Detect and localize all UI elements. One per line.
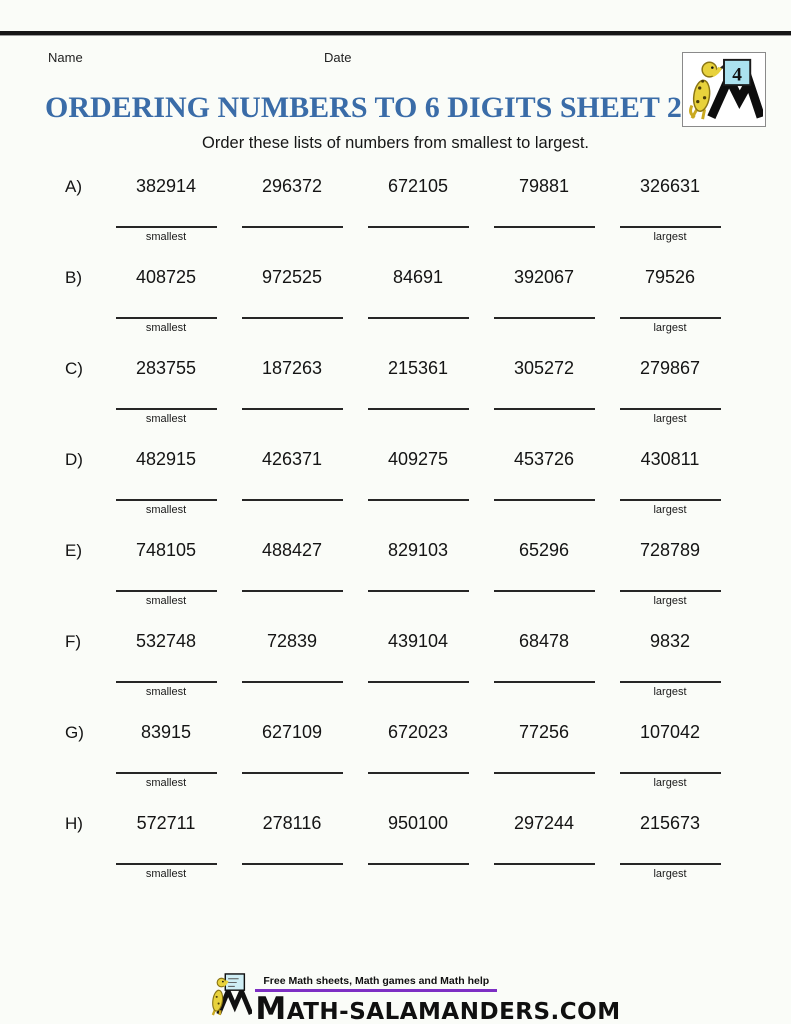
answer-blank-line: [620, 681, 721, 683]
largest-label: largest: [653, 686, 687, 698]
page-title: ORDERING NUMBERS TO 6 DIGITS SHEET 2: [45, 91, 682, 124]
answer-blank-line: [116, 226, 217, 228]
blank-caption: [481, 777, 607, 790]
blank-spacer: [45, 681, 103, 699]
header-row: [0, 50, 791, 66]
answer-slot: [103, 317, 229, 335]
answer-slot: [355, 590, 481, 608]
problem-letter: E): [65, 541, 82, 560]
answer-blank-line: [116, 681, 217, 683]
date-label: Date: [324, 50, 352, 65]
number-value: 532748: [135, 631, 197, 651]
answer-blank-line: [368, 863, 469, 865]
number-list: [45, 174, 791, 199]
blank-caption: [355, 777, 481, 790]
answer-blank-line: [620, 317, 721, 319]
answer-slot: [481, 499, 607, 517]
answer-blank-line: [368, 590, 469, 592]
number-value: 84691: [392, 267, 444, 287]
blank-caption: [355, 504, 481, 517]
number-value: 972525: [261, 267, 323, 287]
answer-slot: [607, 590, 733, 608]
answer-slot: [481, 863, 607, 881]
problem-row: [0, 811, 791, 881]
answer-slot: [607, 499, 733, 517]
number-value: 297244: [513, 813, 575, 833]
largest-label: largest: [653, 595, 687, 607]
number-value: 408725: [135, 267, 197, 287]
number-list: [45, 720, 791, 745]
instructions: Order these lists of numbers from smallest to largest.: [202, 134, 589, 152]
footer-tagline: Free Math sheets, Math games and Math help: [255, 971, 497, 992]
blank-caption: [229, 868, 355, 881]
number-value: 326631: [639, 176, 701, 196]
number-value: 453726: [513, 449, 575, 469]
number-value: 279867: [639, 358, 701, 378]
blank-spacer: [45, 863, 103, 881]
number-value: 382914: [135, 176, 197, 196]
problem-row: [0, 265, 791, 335]
blank-caption: [355, 413, 481, 426]
answer-slot: [229, 590, 355, 608]
answer-slot: [355, 681, 481, 699]
answer-slot: [355, 226, 481, 244]
answer-slot: [229, 317, 355, 335]
answer-blank-row: [45, 317, 791, 335]
answer-slot: [481, 590, 607, 608]
blank-spacer: [45, 317, 103, 335]
answer-blank-line: [368, 226, 469, 228]
answer-slot: [103, 590, 229, 608]
number-value: 68478: [518, 631, 570, 651]
answer-slot: [229, 681, 355, 699]
answer-slot: [355, 772, 481, 790]
answer-blank-line: [620, 226, 721, 228]
number-value: 672023: [387, 722, 449, 742]
answer-slot: [607, 772, 733, 790]
answer-blank-line: [368, 499, 469, 501]
answer-blank-line: [494, 590, 595, 592]
largest-label: largest: [653, 322, 687, 334]
problem-letter: H): [65, 814, 83, 833]
answer-blank-line: [242, 226, 343, 228]
number-value: 392067: [513, 267, 575, 287]
answer-slot: [607, 681, 733, 699]
largest-label: largest: [653, 868, 687, 880]
largest-label: largest: [653, 231, 687, 243]
smallest-label: smallest: [145, 231, 187, 243]
answer-blank-row: [45, 499, 791, 517]
number-value: 950100: [387, 813, 449, 833]
answer-blank-line: [494, 499, 595, 501]
answer-blank-row: [45, 681, 791, 699]
answer-slot: [355, 408, 481, 426]
answer-blank-line: [494, 408, 595, 410]
blank-caption: [355, 868, 481, 881]
answer-blank-line: [116, 863, 217, 865]
answer-blank-line: [620, 772, 721, 774]
number-value: 672105: [387, 176, 449, 196]
blank-caption: [229, 595, 355, 608]
smallest-label: smallest: [145, 413, 187, 425]
answer-slot: [355, 499, 481, 517]
blank-caption: [481, 504, 607, 517]
blank-spacer: [45, 772, 103, 790]
problem-letter: C): [65, 359, 83, 378]
answer-slot: [229, 863, 355, 881]
blank-caption: [481, 231, 607, 244]
answer-slot: [103, 408, 229, 426]
answer-slot: [481, 226, 607, 244]
footer-branding: [20, 971, 791, 1024]
number-value: 187263: [261, 358, 323, 378]
salamander-easel-icon: [210, 971, 252, 1017]
problem-row: [0, 720, 791, 790]
largest-label: largest: [653, 777, 687, 789]
blank-caption: [229, 413, 355, 426]
smallest-label: smallest: [145, 777, 187, 789]
answer-blank-line: [242, 863, 343, 865]
number-value: 426371: [261, 449, 323, 469]
answer-blank-line: [494, 772, 595, 774]
number-value: 439104: [387, 631, 449, 651]
number-value: 296372: [261, 176, 323, 196]
answer-blank-line: [116, 590, 217, 592]
number-value: 9832: [649, 631, 691, 651]
number-value: 283755: [135, 358, 197, 378]
answer-slot: [355, 863, 481, 881]
number-value: 77256: [518, 722, 570, 742]
answer-slot: [103, 681, 229, 699]
answer-blank-line: [368, 772, 469, 774]
blank-caption: [481, 413, 607, 426]
number-value: 748105: [135, 540, 197, 560]
problem-letter: A): [65, 177, 82, 196]
smallest-label: smallest: [145, 868, 187, 880]
answer-slot: [481, 681, 607, 699]
number-value: 430811: [640, 449, 700, 469]
blank-caption: [229, 504, 355, 517]
number-value: 107042: [639, 722, 701, 742]
answer-blank-line: [242, 590, 343, 592]
problem-letter: D): [65, 450, 83, 469]
number-value: 79881: [518, 176, 570, 196]
answer-blank-line: [116, 408, 217, 410]
answer-blank-line: [116, 772, 217, 774]
answer-slot: [607, 317, 733, 335]
number-value: 65296: [518, 540, 570, 560]
blank-spacer: [45, 499, 103, 517]
answer-blank-line: [242, 681, 343, 683]
problem-letter: F): [65, 632, 82, 651]
number-list: [45, 629, 791, 654]
problem-row: [0, 538, 791, 608]
salamander-logo-icon: [685, 55, 763, 123]
answer-slot: [607, 226, 733, 244]
number-value: 488427: [261, 540, 323, 560]
answer-slot: [229, 226, 355, 244]
answer-slot: [607, 408, 733, 426]
answer-blank-line: [368, 408, 469, 410]
number-value: 72839: [266, 631, 318, 651]
answer-slot: [481, 772, 607, 790]
largest-label: largest: [653, 413, 687, 425]
brand-logo-badge: [682, 52, 766, 127]
answer-blank-line: [116, 317, 217, 319]
answer-slot: [229, 772, 355, 790]
badge-number: 4: [732, 64, 742, 86]
answer-blank-line: [620, 590, 721, 592]
number-list: [45, 538, 791, 563]
number-value: 482915: [135, 449, 197, 469]
answer-slot: [481, 317, 607, 335]
blank-caption: [355, 595, 481, 608]
answer-blank-line: [116, 499, 217, 501]
number-value: 728789: [639, 540, 701, 560]
blank-caption: [229, 777, 355, 790]
number-value: 215361: [387, 358, 449, 378]
answer-slot: [103, 772, 229, 790]
top-rule: [0, 31, 791, 36]
smallest-label: smallest: [145, 504, 187, 516]
blank-caption: [355, 686, 481, 699]
blank-spacer: [45, 226, 103, 244]
blank-caption: [355, 322, 481, 335]
number-list: [45, 811, 791, 836]
answer-blank-line: [494, 226, 595, 228]
answer-blank-line: [494, 863, 595, 865]
number-list: [45, 356, 791, 381]
number-list: [45, 265, 791, 290]
answer-blank-line: [242, 408, 343, 410]
problem-letter: G): [65, 723, 84, 742]
problem-row: [0, 356, 791, 426]
answer-blank-line: [494, 681, 595, 683]
problem-row: [0, 629, 791, 699]
number-value: 305272: [513, 358, 575, 378]
answer-slot: [481, 408, 607, 426]
number-list: [45, 447, 791, 472]
blank-caption: [355, 231, 481, 244]
answer-slot: [103, 863, 229, 881]
answer-blank-row: [45, 226, 791, 244]
number-value: 572711: [136, 813, 196, 833]
number-value: 829103: [387, 540, 449, 560]
answer-blank-line: [242, 772, 343, 774]
answer-slot: [103, 226, 229, 244]
blank-spacer: [45, 408, 103, 426]
number-value: 409275: [387, 449, 449, 469]
blank-caption: [229, 231, 355, 244]
blank-caption: [229, 322, 355, 335]
smallest-label: smallest: [145, 686, 187, 698]
answer-slot: [355, 317, 481, 335]
number-value: 215673: [639, 813, 701, 833]
answer-blank-line: [494, 317, 595, 319]
blank-caption: [481, 686, 607, 699]
answer-blank-row: [45, 590, 791, 608]
answer-blank-row: [45, 863, 791, 881]
problems-list: [0, 174, 791, 881]
smallest-label: smallest: [145, 322, 187, 334]
largest-label: largest: [653, 504, 687, 516]
smallest-label: smallest: [145, 595, 187, 607]
answer-slot: [103, 499, 229, 517]
blank-caption: [481, 322, 607, 335]
answer-blank-line: [620, 863, 721, 865]
problem-letter: B): [65, 268, 82, 287]
problem-row: [0, 174, 791, 244]
answer-blank-line: [242, 499, 343, 501]
answer-blank-line: [620, 408, 721, 410]
answer-blank-row: [45, 408, 791, 426]
answer-blank-line: [368, 317, 469, 319]
number-value: 83915: [140, 722, 192, 742]
blank-caption: [481, 595, 607, 608]
answer-blank-line: [620, 499, 721, 501]
answer-blank-line: [368, 681, 469, 683]
number-value: 278116: [262, 813, 322, 833]
number-value: 79526: [644, 267, 696, 287]
problem-row: [0, 447, 791, 517]
answer-slot: [229, 499, 355, 517]
blank-caption: [481, 868, 607, 881]
footer-text: [255, 971, 620, 1024]
answer-blank-row: [45, 772, 791, 790]
number-value: 627109: [261, 722, 323, 742]
footer-site-name: MATH-SALAMANDERS.COM: [255, 991, 621, 1024]
name-label: Name: [48, 50, 83, 65]
answer-slot: [229, 408, 355, 426]
answer-blank-line: [242, 317, 343, 319]
blank-spacer: [45, 590, 103, 608]
blank-caption: [229, 686, 355, 699]
answer-slot: [607, 863, 733, 881]
